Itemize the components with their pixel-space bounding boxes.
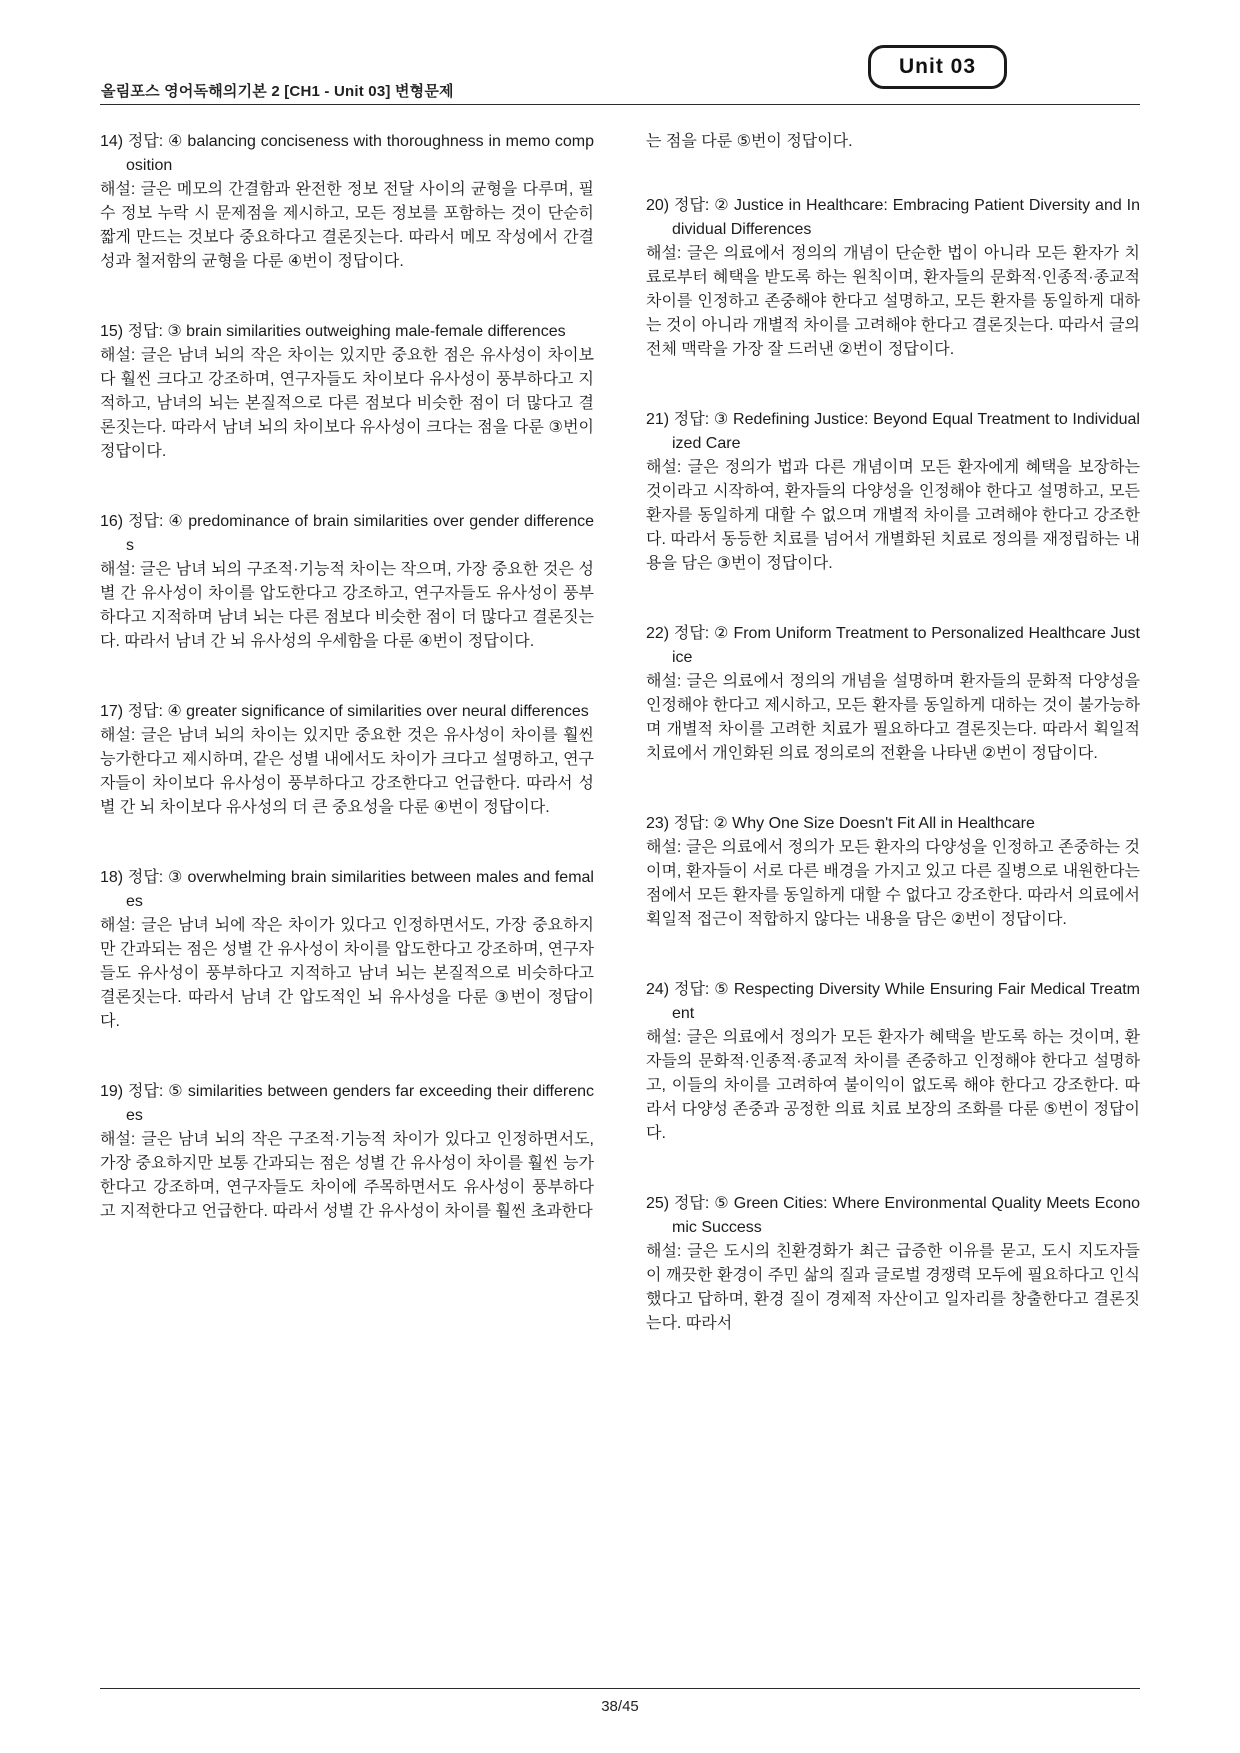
explanation-text: 는 점을 다룬 ⑤번이 정답이다. bbox=[646, 133, 853, 150]
answer-line: 17) 정답: ④ greater significance of similarities over neural differences bbox=[100, 703, 589, 720]
right-column bbox=[646, 130, 1140, 1382]
answer-line: 22) 정답: ② From Uniform Treatment to Personalized Healthcare Justice bbox=[646, 625, 1140, 666]
answer-item bbox=[646, 812, 1140, 932]
explanation-text: 해설: 글은 남녀 뇌에 작은 차이가 있다고 인정하면서도, 가장 중요하지만 간과되는 점은 성별 간 유사성이 차이를 압도한다고 강조하며, 연구자들도 유사성이 풍부하다고 지적하고 남녀 뇌는 본질적으로 비슷하다고 결론짓는다. 따라서 남녀 간 압도적인 뇌 유사성을 다룬 ③번이 정답이다. bbox=[100, 917, 594, 1030]
answer-line: 23) 정답: ② Why One Size Doesn't Fit All in Healthcare bbox=[646, 815, 1035, 832]
explanation-text: 해설: 글은 정의가 법과 다른 개념이며 모든 환자에게 혜택을 보장하는 것이라고 시작하여, 환자들의 다양성을 인정해야 한다고 설명하고, 모든 환자를 동일하게 대할 수 없으며 개별적 차이를 고려해야 한다고 강조한다. 따라서 동등한 치료를 넘어서 개별화된 치료로 정의를 재정립하는 내용을 담은 ③번이 정답이다. bbox=[646, 459, 1140, 572]
content-columns bbox=[100, 130, 1140, 1382]
answer-line: 16) 정답: ④ predominance of brain similarities over gender differences bbox=[100, 513, 594, 554]
answer-line: 18) 정답: ③ overwhelming brain similarities between males and females bbox=[100, 869, 594, 910]
answer-item bbox=[646, 130, 1140, 154]
header-title: 올림포스 영어독해의기본 2 [CH1 - Unit 03] 변형문제 bbox=[101, 83, 454, 100]
answer-line: 20) 정답: ② Justice in Healthcare: Embracing Patient Diversity and Individual Differences bbox=[646, 197, 1140, 238]
footer-divider bbox=[100, 1688, 1140, 1689]
explanation-text: 해설: 글은 의료에서 정의가 모든 환자의 다양성을 인정하고 존중하는 것이며, 환자들이 서로 다른 배경을 가지고 있고 다른 질병으로 내원한다는 점에서 모든 환자를 동일하게 대할 수 없다고 강조한다. 따라서 의료에서 획일적 접근이 적합하지 않다는 내용을 담은 ②번이 정답이다. bbox=[646, 839, 1140, 928]
answer-line: 15) 정답: ③ brain similarities outweighing male-female differences bbox=[100, 323, 566, 340]
explanation-text: 해설: 글은 도시의 친환경화가 최근 급증한 이유를 묻고, 도시 지도자들이 깨끗한 환경이 주민 삶의 질과 글로벌 경쟁력 모두에 필요하다고 인식했다고 답하며, 환경 질이 경제적 자산이고 일자리를 창출한다고 결론짓는다. 따라서 bbox=[646, 1243, 1140, 1332]
explanation-text: 해설: 글은 남녀 뇌의 작은 구조적·기능적 차이가 있다고 인정하면서도, 가장 중요하지만 보통 간과되는 점은 성별 간 유사성이 차이를 훨씬 능가한다고 강조하며, 연구자들도 차이에 주목하면서도 유사성이 풍부하다고 지적한다고 언급한다. 따라서 성별 간 유사성이 차이를 훨씬 초과한다 bbox=[100, 1131, 594, 1220]
explanation-text: 해설: 글은 메모의 간결함과 완전한 정보 전달 사이의 균형을 다루며, 필수 정보 누락 시 문제점을 제시하고, 모든 정보를 포함하는 것이 단순히 짧게 만드는 것보다 중요하다고 결론짓는다. 따라서 메모 작성에서 간결성과 철저함의 균형을 다룬 ④번이 정답이다. bbox=[100, 181, 594, 270]
answer-item bbox=[646, 622, 1140, 766]
answer-item bbox=[646, 978, 1140, 1146]
header-divider bbox=[100, 104, 1140, 105]
answer-line: 14) 정답: ④ balancing conciseness with thoroughness in memo composition bbox=[100, 133, 594, 174]
left-column bbox=[100, 130, 594, 1382]
answer-line: 25) 정답: ⑤ Green Cities: Where Environmental Quality Meets Economic Success bbox=[646, 1195, 1140, 1236]
answer-item bbox=[100, 130, 594, 274]
answer-item bbox=[100, 1080, 594, 1224]
page-number: 38/45 bbox=[601, 1698, 639, 1715]
unit-badge: Unit 03 bbox=[868, 45, 1007, 89]
answer-line: 24) 정답: ⑤ Respecting Diversity While Ensuring Fair Medical Treatment bbox=[646, 981, 1140, 1022]
answer-item bbox=[646, 408, 1140, 576]
explanation-text: 해설: 글은 남녀 뇌의 차이는 있지만 중요한 것은 유사성이 차이를 훨씬 능가한다고 제시하며, 같은 성별 내에서도 차이가 크다고 설명하고, 연구자들이 차이보다 유사성이 풍부하다고 강조한다고 언급한다. 따라서 성별 간 뇌 차이보다 유사성의 더 큰 중요성을 다룬 ④번이 정답이다. bbox=[100, 727, 594, 816]
explanation-text: 해설: 글은 의료에서 정의의 개념을 설명하며 환자들의 문화적 다양성을 인정해야 한다고 제시하고, 모든 환자를 동일하게 대하는 것이 불가능하며 개별적 차이를 고려한 치료가 필요하다고 결론짓는다. 따라서 획일적 치료에서 개인화된 의료 정의로의 전환을 나타낸 ②번이 정답이다. bbox=[646, 673, 1140, 762]
answer-line: 19) 정답: ⑤ similarities between genders far exceeding their differences bbox=[100, 1083, 594, 1124]
answer-item bbox=[100, 510, 594, 654]
explanation-text: 해설: 글은 의료에서 정의의 개념이 단순한 법이 아니라 모든 환자가 치료로부터 혜택을 받도록 하는 원칙이며, 환자들의 문화적·인종적·종교적 차이를 인정하고 존중해야 한다고 설명하고, 모든 환자를 동일하게 대하는 것이 아니라 개별적 차이를 고려해야 한다고 결론짓는다. 따라서 글의 전체 맥락을 가장 잘 드러낸 ②번이 정답이다. bbox=[646, 245, 1140, 358]
answer-item bbox=[100, 320, 594, 464]
explanation-text: 해설: 글은 의료에서 정의가 모든 환자가 혜택을 받도록 하는 것이며, 환자들의 문화적·인종적·종교적 차이를 존중하고 인정해야 한다고 설명하고, 이들의 차이를 고려하여 불이익이 없도록 해야 한다고 강조한다. 따라서 다양성 존중과 공정한 의료 치료 보장의 조화를 다룬 ⑤번이 정답이다. bbox=[646, 1029, 1140, 1142]
answer-line: 21) 정답: ③ Redefining Justice: Beyond Equal Treatment to Individualized Care bbox=[646, 411, 1140, 452]
answer-item bbox=[100, 866, 594, 1034]
explanation-text: 해설: 글은 남녀 뇌의 작은 차이는 있지만 중요한 점은 유사성이 차이보다 훨씬 크다고 강조하며, 연구자들도 차이보다 유사성이 풍부하다고 지적하고, 남녀의 뇌는 본질적으로 다른 점보다 비슷한 점이 더 많다고 결론짓는다. 따라서 남녀 뇌의 차이보다 유사성이 크다는 점을 다룬 ③번이 정답이다. bbox=[100, 347, 594, 460]
explanation-text: 해설: 글은 남녀 뇌의 구조적·기능적 차이는 작으며, 가장 중요한 것은 성별 간 유사성이 차이를 압도한다고 강조하고, 연구자들도 유사성이 풍부하다고 지적하며 남녀 뇌는 다른 점보다 비슷한 점이 더 많다고 결론짓는다. 따라서 남녀 간 뇌 유사성의 우세함을 다룬 ④번이 정답이다. bbox=[100, 561, 594, 650]
answer-item bbox=[646, 194, 1140, 362]
answer-item bbox=[646, 1192, 1140, 1336]
answer-item bbox=[100, 700, 594, 820]
